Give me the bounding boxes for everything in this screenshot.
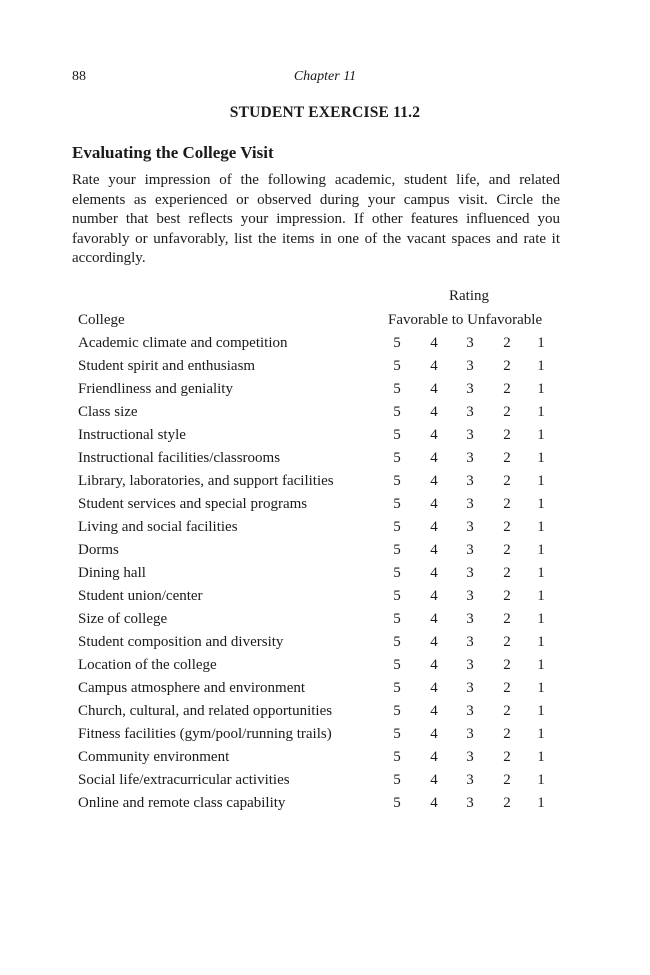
rating-option-2[interactable]: 2	[503, 703, 511, 719]
rating-option-3[interactable]: 3	[466, 404, 474, 420]
rating-option-1[interactable]: 1	[537, 473, 545, 489]
table-row	[78, 403, 578, 426]
rating-option-3[interactable]: 3	[466, 634, 474, 650]
rating-option-2[interactable]: 2	[503, 381, 511, 397]
rating-option-3[interactable]: 3	[466, 542, 474, 558]
table-row	[78, 357, 578, 380]
rating-option-2[interactable]: 2	[503, 335, 511, 351]
rating-option-1[interactable]: 1	[537, 542, 545, 558]
table-row	[78, 426, 578, 449]
rating-option-1[interactable]: 1	[537, 680, 545, 696]
rating-option-5[interactable]: 5	[393, 542, 401, 558]
rating-option-3[interactable]: 3	[466, 795, 474, 811]
rating-option-4[interactable]: 4	[430, 427, 438, 443]
rating-option-1[interactable]: 1	[537, 611, 545, 627]
table-row	[78, 449, 578, 472]
rating-option-5[interactable]: 5	[393, 680, 401, 696]
rating-option-3[interactable]: 3	[466, 565, 474, 581]
row-label: Academic climate and competition	[78, 335, 288, 351]
rating-option-4[interactable]: 4	[430, 519, 438, 535]
rating-option-3[interactable]: 3	[466, 473, 474, 489]
rating-option-2[interactable]: 2	[503, 772, 511, 788]
row-label: Class size	[78, 404, 138, 420]
rating-option-4[interactable]: 4	[430, 611, 438, 627]
rating-option-5[interactable]: 5	[393, 588, 401, 604]
row-label: Online and remote class capability	[78, 795, 286, 811]
rating-option-2[interactable]: 2	[503, 473, 511, 489]
rating-option-3[interactable]: 3	[466, 427, 474, 443]
rating-option-4[interactable]: 4	[430, 703, 438, 719]
rating-option-2[interactable]: 2	[503, 427, 511, 443]
rating-option-4[interactable]: 4	[430, 496, 438, 512]
rating-option-3[interactable]: 3	[466, 680, 474, 696]
rating-option-1[interactable]: 1	[537, 404, 545, 420]
rating-option-4[interactable]: 4	[430, 749, 438, 765]
row-label: Student union/center	[78, 588, 203, 604]
scale-column-header: Favorable to Unfavorable	[388, 312, 543, 328]
rating-option-2[interactable]: 2	[503, 634, 511, 650]
row-label: Size of college	[78, 611, 168, 627]
row-label: Community environment	[78, 749, 230, 765]
rating-option-2[interactable]: 2	[503, 795, 511, 811]
rating-option-4[interactable]: 4	[430, 795, 438, 811]
rating-option-5[interactable]: 5	[393, 772, 401, 788]
rating-option-1[interactable]: 1	[537, 427, 545, 443]
rating-option-1[interactable]: 1	[537, 519, 545, 535]
rating-option-2[interactable]: 2	[503, 358, 511, 374]
table-row	[78, 633, 578, 656]
table-row	[78, 380, 578, 403]
rating-option-2[interactable]: 2	[503, 588, 511, 604]
rating-option-1[interactable]: 1	[537, 657, 545, 673]
rating-option-4[interactable]: 4	[430, 588, 438, 604]
rating-option-4[interactable]: 4	[430, 680, 438, 696]
rating-option-3[interactable]: 3	[466, 749, 474, 765]
exercise-title: STUDENT EXERCISE 11.2	[229, 104, 421, 121]
rating-option-4[interactable]: 4	[430, 657, 438, 673]
rating-option-3[interactable]: 3	[466, 726, 474, 742]
rating-option-5[interactable]: 5	[393, 496, 401, 512]
rating-option-5[interactable]: 5	[393, 749, 401, 765]
college-column-header: College	[78, 312, 125, 328]
row-label: Library, laboratories, and support facilities	[78, 473, 334, 489]
table-row	[78, 587, 578, 610]
rating-option-3[interactable]: 3	[466, 335, 474, 351]
rating-option-1[interactable]: 1	[537, 335, 545, 351]
rating-option-5[interactable]: 5	[393, 427, 401, 443]
rating-option-3[interactable]: 3	[466, 381, 474, 397]
row-label: Instructional facilities/classrooms	[78, 450, 281, 466]
table-row	[78, 518, 578, 541]
row-label: Dining hall	[78, 565, 146, 581]
rating-option-2[interactable]: 2	[503, 496, 511, 512]
rating-option-4[interactable]: 4	[430, 450, 438, 466]
section-heading: Evaluating the College Visit	[72, 143, 274, 162]
rating-option-4[interactable]: 4	[430, 542, 438, 558]
rating-option-1[interactable]: 1	[537, 588, 545, 604]
row-label: Social life/extracurricular activities	[78, 772, 290, 788]
row-label: Campus atmosphere and environment	[78, 680, 306, 696]
rating-option-3[interactable]: 3	[466, 611, 474, 627]
rating-option-3[interactable]: 3	[466, 519, 474, 535]
row-label: Student services and special programs	[78, 496, 308, 512]
rating-option-1[interactable]: 1	[537, 726, 545, 742]
rating-option-3[interactable]: 3	[466, 772, 474, 788]
row-label: Fitness facilities (gym/pool/running trails)	[78, 726, 332, 742]
rating-option-2[interactable]: 2	[503, 749, 511, 765]
rating-option-3[interactable]: 3	[466, 703, 474, 719]
rating-option-4[interactable]: 4	[430, 565, 438, 581]
rating-option-3[interactable]: 3	[466, 450, 474, 466]
rating-option-4[interactable]: 4	[430, 772, 438, 788]
rating-option-1[interactable]: 1	[537, 381, 545, 397]
rating-option-3[interactable]: 3	[466, 496, 474, 512]
rating-option-5[interactable]: 5	[393, 381, 401, 397]
rating-option-5[interactable]: 5	[393, 726, 401, 742]
table-row	[78, 541, 578, 564]
row-label: Location of the college	[78, 657, 217, 673]
rating-option-2[interactable]: 2	[503, 450, 511, 466]
rating-option-2[interactable]: 2	[503, 657, 511, 673]
rating-option-2[interactable]: 2	[503, 542, 511, 558]
row-label: Friendliness and geniality	[78, 381, 233, 397]
rating-option-1[interactable]: 1	[537, 565, 545, 581]
rating-option-3[interactable]: 3	[466, 358, 474, 374]
rating-option-2[interactable]: 2	[503, 404, 511, 420]
rating-option-4[interactable]: 4	[430, 634, 438, 650]
rating-option-1[interactable]: 1	[537, 358, 545, 374]
row-label: Student composition and diversity	[78, 634, 284, 650]
rating-option-4[interactable]: 4	[430, 335, 438, 351]
table-row	[78, 656, 578, 679]
table-row	[78, 748, 578, 771]
table-row	[78, 679, 578, 702]
rating-option-4[interactable]: 4	[430, 473, 438, 489]
running-head: Chapter 11	[293, 69, 357, 84]
rating-option-5[interactable]: 5	[393, 611, 401, 627]
row-label: Dorms	[78, 542, 119, 558]
rating-option-5[interactable]: 5	[393, 358, 401, 374]
rating-option-5[interactable]: 5	[393, 519, 401, 535]
rating-option-2[interactable]: 2	[503, 680, 511, 696]
rating-option-3[interactable]: 3	[466, 657, 474, 673]
row-label: Student spirit and enthusiasm	[78, 358, 256, 374]
rating-option-5[interactable]: 5	[393, 634, 401, 650]
rating-option-2[interactable]: 2	[503, 726, 511, 742]
rating-option-5[interactable]: 5	[393, 703, 401, 719]
row-label: Church, cultural, and related opportunities	[78, 703, 333, 719]
rating-option-1[interactable]: 1	[537, 703, 545, 719]
table-row	[78, 610, 578, 633]
rating-table	[78, 334, 578, 817]
rating-option-4[interactable]: 4	[430, 381, 438, 397]
rating-option-4[interactable]: 4	[430, 404, 438, 420]
table-row	[78, 794, 578, 817]
rating-option-2[interactable]: 2	[503, 565, 511, 581]
table-row	[78, 702, 578, 725]
rating-option-4[interactable]: 4	[430, 358, 438, 374]
rating-option-5[interactable]: 5	[393, 335, 401, 351]
row-label: Living and social facilities	[78, 519, 238, 535]
rating-option-5[interactable]: 5	[393, 473, 401, 489]
rating-option-5[interactable]: 5	[393, 565, 401, 581]
rating-option-2[interactable]: 2	[503, 519, 511, 535]
rating-option-1[interactable]: 1	[537, 496, 545, 512]
rating-option-1[interactable]: 1	[537, 450, 545, 466]
rating-option-5[interactable]: 5	[393, 657, 401, 673]
rating-option-1[interactable]: 1	[537, 772, 545, 788]
rating-header: Rating	[449, 288, 489, 304]
rating-option-1[interactable]: 1	[537, 634, 545, 650]
rating-option-5[interactable]: 5	[393, 450, 401, 466]
table-row	[78, 725, 578, 748]
rating-option-1[interactable]: 1	[537, 795, 545, 811]
table-row	[78, 771, 578, 794]
row-label: Instructional style	[78, 427, 186, 443]
table-row	[78, 495, 578, 518]
rating-option-5[interactable]: 5	[393, 795, 401, 811]
rating-option-4[interactable]: 4	[430, 726, 438, 742]
table-row	[78, 564, 578, 587]
table-row	[78, 334, 578, 357]
rating-option-2[interactable]: 2	[503, 611, 511, 627]
rating-option-5[interactable]: 5	[393, 404, 401, 420]
page-number: 88	[72, 69, 86, 84]
rating-option-1[interactable]: 1	[537, 749, 545, 765]
rating-option-3[interactable]: 3	[466, 588, 474, 604]
table-row	[78, 472, 578, 495]
instructions-paragraph: Rate your impression of the following academic, student life, and related elements as experienced or observed during your campus visit. Circle the number that best reflects your impression. If other features influenced you favorably or unfavorably, list the items in one of the vacant spaces and rate it accordingly.	[72, 172, 560, 266]
